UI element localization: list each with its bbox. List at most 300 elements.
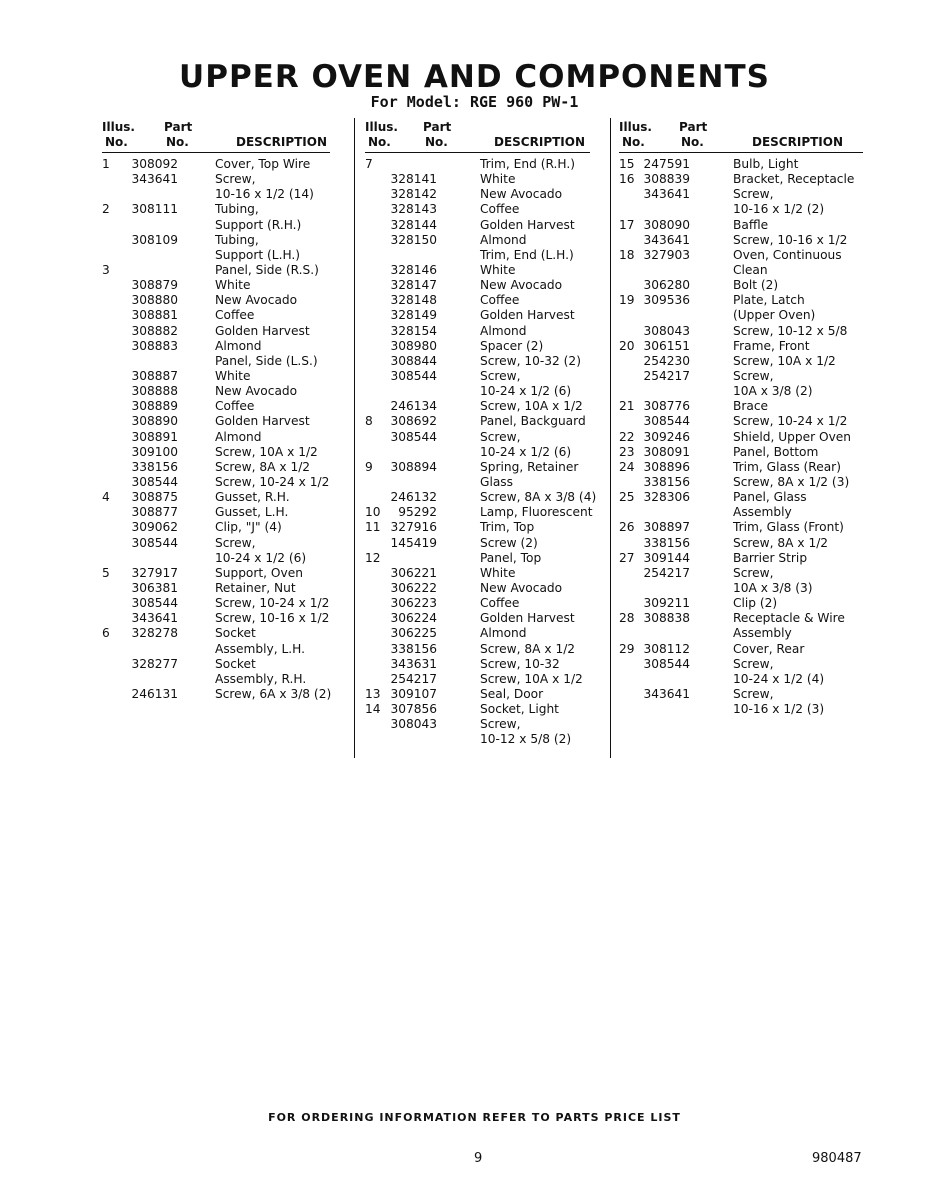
part-number: 308980	[390, 338, 437, 353]
part-number: 308891	[131, 429, 178, 444]
part-description: Golden Harvest	[215, 414, 310, 429]
illus-number: 6	[102, 626, 110, 641]
part-description: Screw,	[733, 187, 774, 202]
part-number: 308091	[643, 444, 690, 459]
part-number: 328278	[131, 626, 178, 641]
parts-row	[365, 551, 590, 566]
part-number: 309107	[390, 686, 437, 701]
parts-row	[619, 263, 863, 278]
illus-number: 4	[102, 490, 110, 505]
part-description: White	[480, 172, 516, 187]
column-header	[102, 118, 330, 153]
illus-number: 19	[619, 293, 635, 308]
part-number: 343641	[643, 187, 690, 202]
parts-row	[102, 626, 330, 641]
part-number: 308897	[643, 520, 690, 535]
parts-row	[365, 172, 590, 187]
part-number: 308544	[131, 535, 178, 550]
part-description: 10-16 x 1/2 (3)	[733, 702, 825, 717]
parts-row	[619, 505, 863, 520]
parts-row	[619, 233, 863, 248]
part-number: 308544	[390, 429, 437, 444]
parts-row	[102, 187, 330, 202]
parts-row	[365, 460, 590, 475]
parts-row	[619, 445, 863, 460]
parts-row	[619, 339, 863, 354]
part-description: Screw, 10A x 1/2	[733, 353, 836, 368]
part-number: 328144	[390, 217, 437, 232]
part-number: 308887	[131, 368, 178, 383]
description-header: DESCRIPTION	[236, 135, 328, 149]
part-description: Panel, Backguard	[480, 414, 586, 429]
parts-row	[619, 157, 863, 172]
part-header-line1: Part	[164, 120, 193, 134]
part-description: Golden Harvest	[480, 308, 575, 323]
part-number: 328306	[643, 490, 690, 505]
part-number: 308880	[131, 293, 178, 308]
parts-row	[619, 475, 863, 490]
parts-row	[365, 536, 590, 551]
parts-row	[365, 233, 590, 248]
part-number: 308109	[131, 232, 178, 247]
parts-row	[619, 278, 863, 293]
parts-row	[619, 520, 863, 535]
part-number: 308889	[131, 399, 178, 414]
part-description: Gusset, L.H.	[215, 505, 289, 520]
part-number: 308844	[390, 353, 437, 368]
parts-row	[365, 626, 590, 641]
parts-row	[365, 263, 590, 278]
part-header-line2: No.	[166, 135, 189, 149]
description-header: DESCRIPTION	[494, 135, 586, 149]
illus-number: 17	[619, 217, 635, 232]
part-description: Trim, End (R.H.)	[480, 157, 575, 171]
part-description: Trim, Glass (Rear)	[733, 459, 841, 474]
parts-column-1	[102, 118, 330, 702]
illus-header-line1: Illus.	[619, 120, 652, 134]
parts-row	[365, 248, 590, 263]
parts-row	[102, 354, 330, 369]
part-description: Assembly	[733, 626, 792, 641]
part-number: 308092	[131, 157, 178, 171]
part-description: Screw, 10A x 1/2	[480, 399, 583, 414]
model-subtitle: For Model: RGE 960 PW-1	[370, 93, 579, 111]
column-header	[365, 118, 590, 153]
part-description: Screw, 10A x 1/2	[215, 444, 318, 459]
illus-number: 2	[102, 202, 110, 217]
parts-row	[102, 611, 330, 626]
description-header: DESCRIPTION	[752, 135, 844, 149]
parts-row	[102, 248, 330, 263]
part-number: 308881	[131, 308, 178, 323]
part-description: New Avocado	[480, 278, 563, 293]
part-description: Frame, Front	[733, 338, 810, 353]
parts-row	[365, 324, 590, 339]
illus-header-line2: No.	[105, 135, 128, 149]
part-number: 328142	[390, 187, 437, 202]
part-number: 308112	[643, 641, 690, 656]
illus-number: 15	[619, 157, 635, 171]
parts-column-3	[619, 118, 863, 717]
part-number: 338156	[390, 641, 437, 656]
parts-row	[102, 293, 330, 308]
part-number: 145419	[390, 535, 437, 550]
part-description: Screw, 8A x 3/8 (4)	[480, 490, 597, 505]
parts-row	[365, 581, 590, 596]
parts-row	[619, 399, 863, 414]
parts-row	[102, 430, 330, 445]
parts-row	[365, 732, 590, 747]
parts-row	[365, 399, 590, 414]
part-number: 328277	[131, 656, 178, 671]
part-number: 308890	[131, 414, 178, 429]
parts-row	[619, 551, 863, 566]
parts-row	[365, 566, 590, 581]
parts-row	[619, 702, 863, 717]
document-number: 980487	[812, 1151, 862, 1166]
part-number: 254217	[643, 368, 690, 383]
part-description: White	[480, 262, 516, 277]
part-number: 246132	[390, 490, 437, 505]
part-description: New Avocado	[480, 187, 563, 202]
part-description: Screw,	[480, 429, 521, 444]
part-description: Cover, Top Wire	[215, 157, 311, 171]
part-description: 10-24 x 1/2 (6)	[480, 444, 572, 459]
parts-row	[619, 430, 863, 445]
ordering-note: FOR ORDERING INFORMATION REFER TO PARTS PRICE LIST	[268, 1111, 681, 1124]
part-description: Screw,	[733, 656, 774, 671]
part-description: Bracket, Receptacle	[733, 172, 855, 187]
illus-number: 25	[619, 490, 635, 505]
part-number: 308544	[390, 368, 437, 383]
part-number: 343641	[643, 232, 690, 247]
illus-number: 1	[102, 157, 110, 171]
parts-row	[102, 520, 330, 535]
illus-number: 20	[619, 338, 635, 353]
parts-row	[365, 702, 590, 717]
part-number: 306224	[390, 611, 437, 626]
part-number: 306221	[390, 565, 437, 580]
part-description: New Avocado	[215, 293, 298, 308]
part-description: Screw, 10-24 x 1/2	[215, 596, 330, 611]
part-number: 327916	[390, 520, 437, 535]
part-number: 328143	[390, 202, 437, 217]
part-number: 343641	[131, 172, 178, 187]
illus-number: 21	[619, 399, 635, 414]
illus-number: 28	[619, 611, 635, 626]
part-description: 10-24 x 1/2 (4)	[733, 671, 825, 686]
part-number: 343631	[390, 656, 437, 671]
parts-row	[365, 430, 590, 445]
part-number: 328150	[390, 232, 437, 247]
illus-number: 11	[365, 520, 381, 535]
part-description: 10-16 x 1/2 (14)	[215, 187, 314, 202]
parts-row	[365, 611, 590, 626]
part-description: Coffee	[480, 202, 520, 217]
part-description: Screw, 8A x 1/2	[733, 535, 829, 550]
parts-row	[619, 687, 863, 702]
part-number: 308043	[643, 323, 690, 338]
parts-row	[619, 324, 863, 339]
part-number: 308111	[131, 202, 178, 217]
part-description: Screw,	[480, 368, 521, 383]
part-description: Retainer, Nut	[215, 580, 296, 595]
part-number: 338156	[643, 474, 690, 489]
part-description: Screw,	[733, 368, 774, 383]
part-description: Almond	[215, 429, 262, 444]
parts-row	[365, 384, 590, 399]
part-description: Support, Oven	[215, 565, 303, 580]
part-description: Gusset, R.H.	[215, 490, 290, 505]
part-description: Assembly	[733, 505, 792, 520]
part-description: Coffee	[215, 308, 255, 323]
parts-row	[365, 308, 590, 323]
part-number: 308544	[131, 596, 178, 611]
part-description: Panel, Side (L.S.)	[215, 353, 318, 368]
part-number: 309536	[643, 293, 690, 308]
part-description: Seal, Door	[480, 686, 544, 701]
part-number: 308894	[390, 459, 437, 474]
part-description: Screw,	[215, 172, 256, 187]
part-description: Panel, Side (R.S.)	[215, 262, 319, 277]
parts-row	[619, 293, 863, 308]
parts-row	[102, 687, 330, 702]
part-number: 327903	[643, 247, 690, 262]
part-description: Clip (2)	[733, 596, 778, 611]
part-number: 338156	[131, 459, 178, 474]
part-description: Screw, 10-16 x 1/2	[215, 611, 330, 626]
parts-row	[102, 324, 330, 339]
part-description: 10A x 3/8 (2)	[733, 384, 813, 399]
illus-number: 13	[365, 686, 381, 701]
parts-row	[102, 202, 330, 217]
part-number: 246131	[131, 686, 178, 701]
part-description: Support (L.H.)	[215, 247, 301, 262]
parts-row	[102, 475, 330, 490]
parts-row	[619, 490, 863, 505]
part-description: Screw,	[480, 717, 521, 732]
part-description: Almond	[480, 232, 527, 247]
part-description: Screw, 10-24 x 1/2	[215, 474, 330, 489]
parts-row	[619, 218, 863, 233]
part-description: Screw, 10A x 1/2	[480, 671, 583, 686]
page-number: 9	[474, 1151, 483, 1166]
parts-row	[619, 626, 863, 641]
part-description: Socket, Light	[480, 702, 559, 717]
part-header-line1: Part	[679, 120, 708, 134]
parts-row	[365, 717, 590, 732]
part-description: Barrier Strip	[733, 550, 808, 565]
part-description: Brace	[733, 399, 769, 414]
part-description: 10A x 3/8 (3)	[733, 580, 813, 595]
part-number: 254217	[390, 671, 437, 686]
parts-row	[102, 672, 330, 687]
parts-row	[102, 566, 330, 581]
parts-row	[365, 475, 590, 490]
part-number: 306222	[390, 580, 437, 595]
parts-row	[619, 308, 863, 323]
part-description: Spacer (2)	[480, 338, 544, 353]
parts-row	[365, 505, 593, 520]
illus-number: 18	[619, 247, 635, 262]
illus-number: 10	[365, 505, 381, 520]
illus-number: 5	[102, 565, 110, 580]
illus-number: 24	[619, 459, 635, 474]
parts-list	[102, 157, 330, 702]
part-number: 328141	[390, 172, 437, 187]
part-number: 308883	[131, 338, 178, 353]
part-number: 306223	[390, 596, 437, 611]
part-number: 308875	[131, 490, 178, 505]
part-description: Tubing,	[215, 202, 259, 217]
parts-row	[365, 642, 590, 657]
part-number: 328148	[390, 293, 437, 308]
parts-row	[619, 460, 863, 475]
part-description: White	[215, 278, 251, 293]
parts-row	[102, 308, 330, 323]
part-description: 10-12 x 5/8 (2)	[480, 732, 572, 747]
part-description: Almond	[215, 338, 262, 353]
part-number: 308877	[131, 505, 178, 520]
part-number: 328146	[390, 262, 437, 277]
illus-number: 3	[102, 262, 110, 277]
illus-number: 29	[619, 641, 635, 656]
part-description: Clean	[733, 262, 768, 277]
parts-row	[102, 445, 330, 460]
parts-row	[365, 293, 590, 308]
part-number: 308882	[131, 323, 178, 338]
part-description: Assembly, R.H.	[215, 671, 307, 686]
part-number: 309062	[131, 520, 178, 535]
part-description: Assembly, L.H.	[215, 641, 305, 656]
parts-row	[619, 566, 863, 581]
parts-row	[619, 414, 863, 429]
part-number: 343641	[643, 686, 690, 701]
parts-row	[619, 672, 863, 687]
part-description: Screw,	[215, 535, 256, 550]
part-description: 10-16 x 1/2 (2)	[733, 202, 825, 217]
illus-header-line1: Illus.	[102, 120, 135, 134]
part-description: Almond	[480, 626, 527, 641]
illus-number: 16	[619, 172, 635, 187]
part-description: 10-24 x 1/2 (6)	[480, 384, 572, 399]
part-description: Panel, Top	[480, 550, 542, 565]
parts-row	[619, 384, 863, 399]
part-description: Coffee	[215, 399, 255, 414]
part-description: Coffee	[480, 596, 520, 611]
illus-number: 27	[619, 550, 635, 565]
part-number: 328154	[390, 323, 437, 338]
parts-row	[365, 672, 590, 687]
parts-row	[365, 369, 590, 384]
illus-number: 12	[365, 550, 381, 565]
part-description: Almond	[480, 323, 527, 338]
part-header-line1: Part	[423, 120, 452, 134]
parts-row	[365, 354, 590, 369]
parts-list	[365, 157, 597, 747]
illus-number: 9	[365, 459, 373, 474]
part-description: Screw, 10-16 x 1/2	[733, 232, 848, 247]
parts-row	[102, 642, 330, 657]
part-description: Screw, 8A x 1/2	[215, 459, 311, 474]
part-number: 308544	[131, 474, 178, 489]
parts-row	[102, 460, 330, 475]
parts-row	[619, 611, 863, 626]
part-description: Cover, Rear	[733, 641, 805, 656]
part-number: 338156	[643, 535, 690, 550]
parts-row	[365, 278, 590, 293]
parts-row	[619, 536, 863, 551]
part-description: White	[215, 368, 251, 383]
parts-row	[102, 157, 330, 172]
part-number: 306151	[643, 338, 690, 353]
parts-row	[102, 384, 330, 399]
part-number: 308090	[643, 217, 690, 232]
part-description: Trim, End (L.H.)	[480, 247, 574, 262]
parts-row	[365, 157, 590, 172]
part-number: 308838	[643, 611, 690, 626]
part-description: Spring, Retainer	[480, 459, 579, 474]
column-divider	[610, 118, 611, 758]
part-description: Bulb, Light	[733, 157, 799, 171]
part-number: 308896	[643, 459, 690, 474]
part-description: Support (R.H.)	[215, 217, 302, 232]
part-description: Plate, Latch	[733, 293, 805, 308]
part-number: 343641	[131, 611, 178, 626]
part-number: 254217	[643, 565, 690, 580]
part-number: 308776	[643, 399, 690, 414]
parts-row	[102, 278, 330, 293]
part-number: 308888	[131, 384, 178, 399]
part-number: 327917	[131, 565, 178, 580]
parts-row	[365, 218, 590, 233]
part-description: Receptacle & Wire	[733, 611, 845, 626]
part-description: Shield, Upper Oven	[733, 429, 852, 444]
part-number: 309100	[131, 444, 178, 459]
part-number: 246134	[390, 399, 437, 414]
part-description: Golden Harvest	[480, 217, 575, 232]
column-header	[619, 118, 863, 153]
part-number: 328147	[390, 278, 437, 293]
part-number: 308692	[390, 414, 437, 429]
parts-row	[619, 596, 863, 611]
part-number: 308879	[131, 278, 178, 293]
parts-row	[102, 218, 330, 233]
part-number: 308043	[390, 717, 437, 732]
illus-number: 7	[365, 157, 373, 171]
parts-row	[619, 172, 863, 187]
part-number: 308544	[643, 656, 690, 671]
parts-row	[102, 581, 330, 596]
parts-row	[619, 581, 863, 596]
parts-row	[365, 187, 590, 202]
part-header-line2: No.	[681, 135, 704, 149]
parts-row	[102, 339, 330, 354]
parts-row	[102, 263, 330, 278]
parts-row	[365, 202, 590, 217]
parts-column-2	[365, 118, 597, 747]
part-description: Tubing,	[215, 232, 259, 247]
parts-row	[102, 414, 330, 429]
part-number: 309144	[643, 550, 690, 565]
parts-list	[619, 157, 863, 717]
part-number: 307856	[390, 702, 437, 717]
part-description: Screw, 6A x 3/8 (2)	[215, 686, 332, 701]
parts-row	[619, 354, 863, 369]
part-description: 10-24 x 1/2 (6)	[215, 550, 307, 565]
part-description: Screw, 10-32	[480, 656, 560, 671]
part-number: 328149	[390, 308, 437, 323]
